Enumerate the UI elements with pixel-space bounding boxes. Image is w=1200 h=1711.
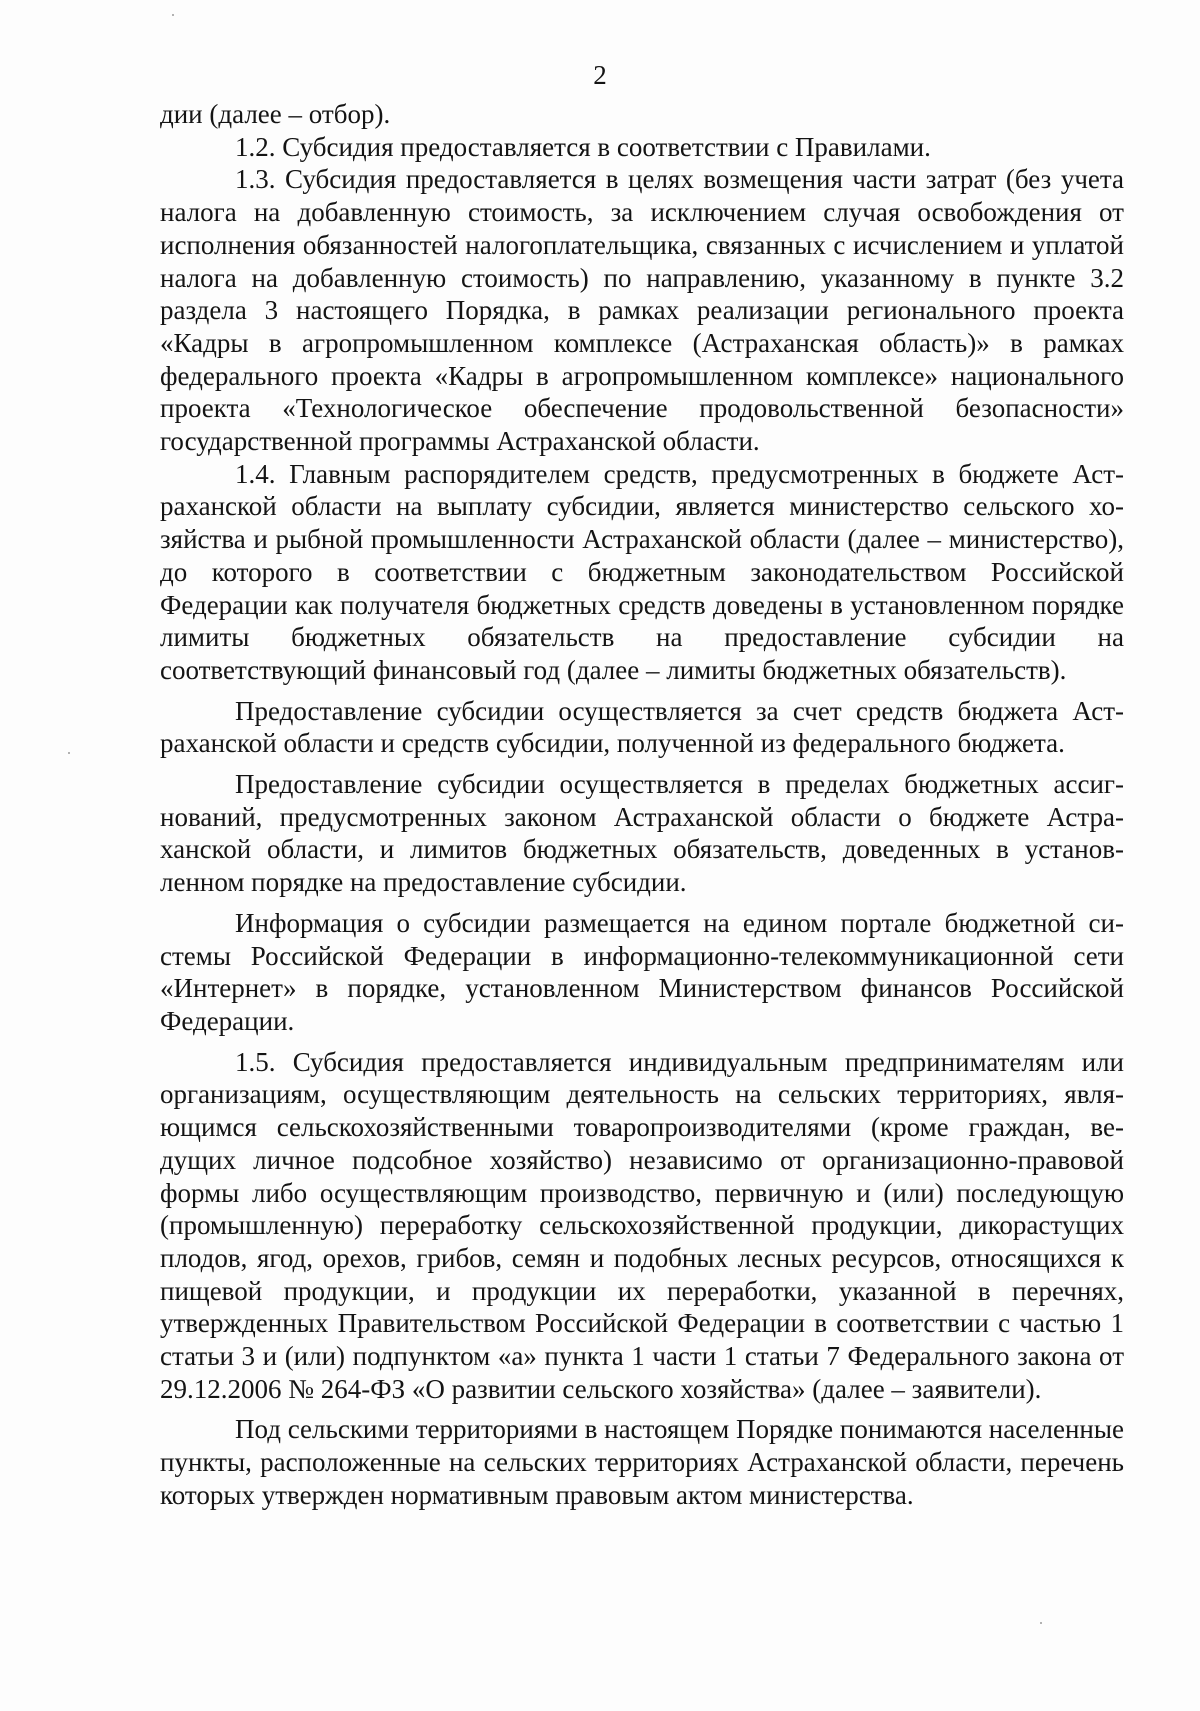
paragraph-portal-info: Информация о субсидии размещается на едином портале бюджетной системы Российской Федерации в информационно-телекоммуникационной сети «Интернет» в порядке, установленном Министерством финансов Российской Федерации. [160, 907, 1124, 1036]
paragraph-funding-source: Предоставление субсидии осуществляется за счет средств бюджета Астраханской области и средств субсидии, полученной из федерального бюджета. [160, 695, 1124, 759]
paragraph-1-4: 1.4. Главным распорядителем средств, предусмотренных в бюджете Астраханской области на выплату субсидии, является министерство сельского хозяйства и рыбной промышленности Астраханской области (далее – министерство), до которого в соответствии с бюджетным законодательством Российской Федерации как получателя бюджетных средств доведены в установленном порядке лимиты бюджетных обязательств на предоставление субсидии на соответствующий финансовый год (далее – лимиты бюджетных обязательств). [160, 458, 1124, 685]
paragraph-1-5: 1.5. Субсидия предоставляется индивидуальным предпринимателям или организациям, осуществляющим деятельность на сельских территориях, являющимся сельскохозяйственными товаропроизводителями (кроме граждан, ведущих личное подсобное хозяйство) независимо от организационно-правовой формы либо осуществляющим производство, первичную и (или) последующую (промышленную) переработку сельскохозяйственной продукции, дикорастущих плодов, ягод, орехов, грибов, семян и подобных лесных ресурсов, относящихся к пищевой продукции, и продукции их переработки, указанной в перечнях, утвержденных Правительством Российской Федерации в соответствии с частью 1 статьи 3 и (или) подпунктом «а» пункта 1 части 1 статьи 7 Федерального закона от 29.12.2006 № 264-ФЗ «О развитии сельского хозяйства» (далее – заявители). [160, 1046, 1124, 1404]
paragraph-1-2: 1.2. Субсидия предоставляется в соответствии с Правилами. [235, 131, 931, 162]
document-body [160, 98, 1124, 1512]
paragraph-rural-territories: Под сельскими территориями в настоящем Порядке понимаются населенные пункты, расположенные на сельских территориях Астраханской области, перечень которых утвержден нормативным правовым актом министерства. [160, 1414, 1124, 1510]
paragraph-1-3: 1.3. Субсидия предоставляется в целях возмещения части затрат (без учета налога на добавленную стоимость, за исключением случая освобождения от исполнения обязанностей налогоплательщика, связанных с исчислением и уплатой налога на добавленную стоимость) по направлению, указанному в пункте 3.2 раздела 3 настоящего Порядка, в рамках реализации регионального проекта «Кадры в агропромышленном комплексе (Астраханская область)» в рамках федерального проекта «Кадры в агропромышленном комплексе» национального проекта «Технологическое обеспечение продовольственной безопасности» государственной программы Астраханской области. [160, 164, 1124, 457]
paragraph-continuation: дии (далее – отбор). [160, 99, 391, 129]
page-number: 2 [593, 60, 607, 90]
scan-speck [68, 752, 70, 754]
scan-speck [1040, 1622, 1042, 1624]
paragraph-budget-limits: Предоставление субсидии осуществляется в пределах бюджетных ассигнований, предусмотренных законом Астраханской области о бюджете Астраханской области, и лимитов бюджетных обязательств, доведенных в установленном порядке на предоставление субсидии. [160, 769, 1124, 898]
scan-speck [172, 14, 174, 16]
